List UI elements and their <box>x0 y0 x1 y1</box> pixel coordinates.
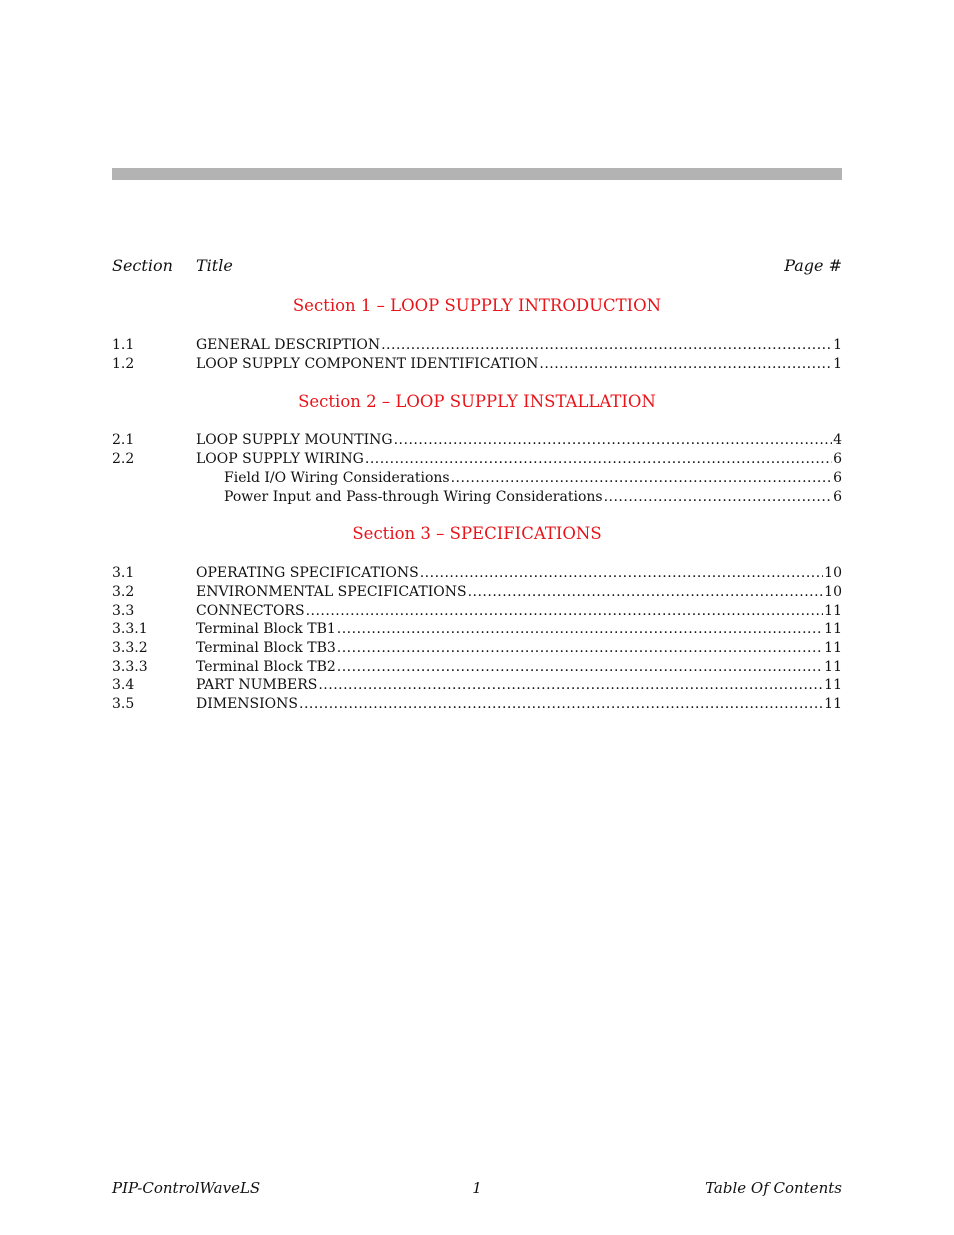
top-rule-bar <box>112 168 842 180</box>
entry-number: 3.5 <box>112 696 135 712</box>
entry-number: 2.2 <box>112 451 135 467</box>
toc-entry-3-2[interactable] <box>112 583 842 602</box>
entry-title: Terminal Block TB2 <box>196 659 336 675</box>
toc-entry-3-5[interactable] <box>112 695 842 714</box>
dot-leader <box>451 469 832 488</box>
section-2-heading: Section 2 – LOOP SUPPLY INSTALLATION <box>298 392 656 411</box>
dot-leader <box>337 658 823 677</box>
entry-title: ENVIRONMENTAL SPECIFICATIONS <box>196 584 467 600</box>
section-1-heading: Section 1 – LOOP SUPPLY INTRODUCTION <box>292 296 662 315</box>
toc-entry-power-input-wiring[interactable] <box>112 488 842 507</box>
toc-column-header <box>112 256 842 276</box>
entry-number: 3.2 <box>112 584 135 600</box>
entry-number: 2.1 <box>112 432 135 448</box>
entry-number: 3.3 <box>112 603 135 619</box>
toc-entry-1-2[interactable] <box>112 355 842 374</box>
entry-title: LOOP SUPPLY MOUNTING <box>196 432 393 448</box>
entry-title: PART NUMBERS <box>196 677 318 693</box>
entry-page: 1 <box>833 356 842 372</box>
dot-leader <box>337 620 823 639</box>
entry-number: 3.3.2 <box>112 640 148 656</box>
toc-entry-3-1[interactable] <box>112 564 842 583</box>
entry-page: 10 <box>824 565 842 581</box>
entry-title: Field I/O Wiring Considerations <box>224 470 450 486</box>
dot-leader <box>299 695 823 714</box>
dot-leader <box>468 583 824 602</box>
toc-entry-3-4[interactable] <box>112 676 842 695</box>
toc-entry-2-1[interactable] <box>112 431 842 450</box>
toc-entry-3-3-1[interactable] <box>112 620 842 639</box>
entry-number: 1.2 <box>112 356 135 372</box>
dot-leader <box>394 431 832 450</box>
entry-page: 11 <box>824 677 842 693</box>
toc-entry-2-2[interactable] <box>112 450 842 469</box>
entry-title: LOOP SUPPLY COMPONENT IDENTIFICATION <box>196 356 539 372</box>
dot-leader <box>420 564 823 583</box>
toc-entry-3-3[interactable] <box>112 602 842 621</box>
dot-leader <box>365 450 832 469</box>
entry-page: 10 <box>824 584 842 600</box>
toc-entry-1-1[interactable] <box>112 336 842 355</box>
entry-title: Terminal Block TB3 <box>196 640 336 656</box>
entry-title: Power Input and Pass-through Wiring Considerations <box>224 489 603 505</box>
dot-leader <box>337 639 823 658</box>
footer-chapter-name: Table Of Contents <box>705 1179 842 1197</box>
entry-number: 3.4 <box>112 677 135 693</box>
entry-page: 4 <box>833 432 842 448</box>
toc-entry-field-io-wiring[interactable] <box>112 469 842 488</box>
entry-page: 1 <box>833 337 842 353</box>
dot-leader <box>306 602 824 621</box>
entry-title: OPERATING SPECIFICATIONS <box>196 565 419 581</box>
toc-entry-3-3-3[interactable] <box>112 658 842 677</box>
entry-number: 1.1 <box>112 337 135 353</box>
entry-number: 3.3.1 <box>112 621 148 637</box>
toc-entry-3-3-2[interactable] <box>112 639 842 658</box>
entry-page: 11 <box>824 603 842 619</box>
footer-page-number: 1 <box>472 1179 482 1197</box>
entry-title: LOOP SUPPLY WIRING <box>196 451 364 467</box>
entry-number: 3.3.3 <box>112 659 148 675</box>
dot-leader <box>604 488 833 507</box>
entry-page: 11 <box>824 640 842 656</box>
entry-title: DIMENSIONS <box>196 696 298 712</box>
header-page: Page # <box>784 256 842 275</box>
entry-page: 11 <box>824 659 842 675</box>
header-section: Section <box>112 256 173 275</box>
entry-page: 6 <box>833 489 842 505</box>
entry-page: 11 <box>824 621 842 637</box>
entry-title: GENERAL DESCRIPTION <box>196 337 381 353</box>
section-3-heading: Section 3 – SPECIFICATIONS <box>352 524 602 543</box>
entry-number: 3.1 <box>112 565 135 581</box>
entry-page: 6 <box>833 470 842 486</box>
dot-leader <box>318 676 823 695</box>
header-title: Title <box>196 256 233 275</box>
footer-doc-name: PIP-ControlWaveLS <box>112 1179 261 1197</box>
dot-leader <box>381 336 832 355</box>
entry-page: 11 <box>824 696 842 712</box>
entry-page: 6 <box>833 451 842 467</box>
page-footer <box>112 1179 842 1199</box>
entry-title: Terminal Block TB1 <box>196 621 336 637</box>
dot-leader <box>539 355 832 374</box>
entry-title: CONNECTORS <box>196 603 305 619</box>
